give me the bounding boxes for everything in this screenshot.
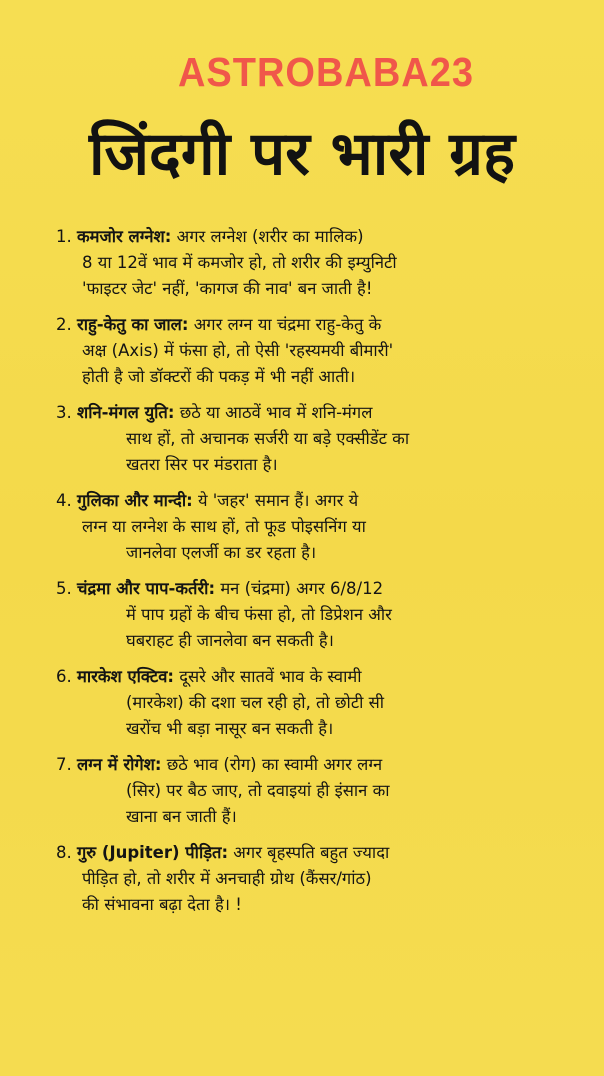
item-text: जानलेवा एलर्जी का डर रहता है। [126, 543, 317, 562]
item-text: घबराहट ही जानलेवा बन सकती है। [126, 631, 334, 650]
item-number: 6. [56, 667, 72, 686]
item-heading: लग्न में रोगेश: [77, 755, 162, 774]
item-text: दूसरे और सातवें भाव के स्वामी [179, 667, 362, 686]
item-text: 'फाइटर जेट' नहीं, 'कागज की नाव' बन जाती है! [82, 279, 373, 298]
item-text: में पाप ग्रहों के बीच फंसा हो, तो डिप्रेशन और [126, 605, 392, 624]
item-number: 1. [56, 227, 72, 246]
list-item [56, 752, 516, 830]
item-heading: चंद्रमा और पाप-कर्तरी: [77, 579, 216, 598]
planet-list [56, 224, 516, 928]
item-text: ये 'जहर' समान हैं। अगर ये [197, 491, 359, 510]
list-item [56, 840, 516, 918]
item-text: होती है जो डॉक्टरों की पकड़ में भी नहीं आती। [82, 367, 356, 386]
item-text: अगर लग्न या चंद्रमा राहु-केतु के [193, 315, 382, 334]
item-text: अगर बृहस्पति बहुत ज्यादा [233, 843, 390, 862]
list-item [56, 312, 516, 390]
item-text: छठे भाव (रोग) का स्वामी अगर लग्न [166, 755, 383, 774]
item-number: 3. [56, 403, 72, 422]
item-heading: शनि-मंगल युति: [77, 403, 175, 422]
item-text: लग्न या लग्नेश के साथ हों, तो फूड पोइसनिंग या [82, 517, 366, 536]
item-text: छठे या आठवें भाव में शनि-मंगल [179, 403, 373, 422]
item-heading: मारकेश एक्टिव: [77, 667, 175, 686]
item-text: 8 या 12वें भाव में कमजोर हो, तो शरीर की इम्युनिटी [82, 253, 397, 272]
item-text: (सिर) पर बैठ जाए, तो दवाइयां ही इंसान का [126, 781, 390, 800]
list-item [56, 576, 516, 654]
brand-watermark: ASTROBABA23 [177, 50, 475, 96]
item-heading: गुलिका और मान्दी: [77, 491, 193, 510]
item-number: 5. [56, 579, 72, 598]
item-heading: राहु-केतु का जाल: [77, 315, 189, 334]
list-item [56, 224, 516, 302]
item-text: की संभावना बढ़ा देता है। ! [82, 895, 242, 914]
item-text: पीड़ित हो, तो शरीर में अनचाही ग्रोथ (कैंसर/गांठ) [82, 869, 372, 888]
item-text: अक्ष (Axis) में फंसा हो, तो ऐसी 'रहस्यमयी बीमारी' [82, 341, 394, 360]
list-item [56, 664, 516, 742]
page-title: जिंदगी पर भारी ग्रह [88, 119, 516, 189]
item-number: 7. [56, 755, 72, 774]
item-text: खाना बन जाती हैं। [126, 807, 237, 826]
list-item [56, 488, 516, 566]
item-text: अगर लग्नेश (शरीर का मालिक) [176, 227, 364, 246]
item-text: (मारकेश) की दशा चल रही हो, तो छोटी सी [126, 693, 385, 712]
item-number: 2. [56, 315, 72, 334]
item-text: मन (चंद्रमा) अगर 6/8/12 [220, 579, 384, 598]
list-item [56, 400, 516, 478]
item-number: 4. [56, 491, 72, 510]
item-text: साथ हों, तो अचानक सर्जरी या बड़े एक्सीडेंट का [126, 429, 410, 448]
item-text: खरोंच भी बड़ा नासूर बन सकती है। [126, 719, 334, 738]
item-heading: कमजोर लग्नेश: [77, 227, 172, 246]
item-text: खतरा सिर पर मंडराता है। [126, 455, 278, 474]
item-number: 8. [56, 843, 72, 862]
item-heading: गुरु (Jupiter) पीड़ित: [77, 843, 229, 862]
